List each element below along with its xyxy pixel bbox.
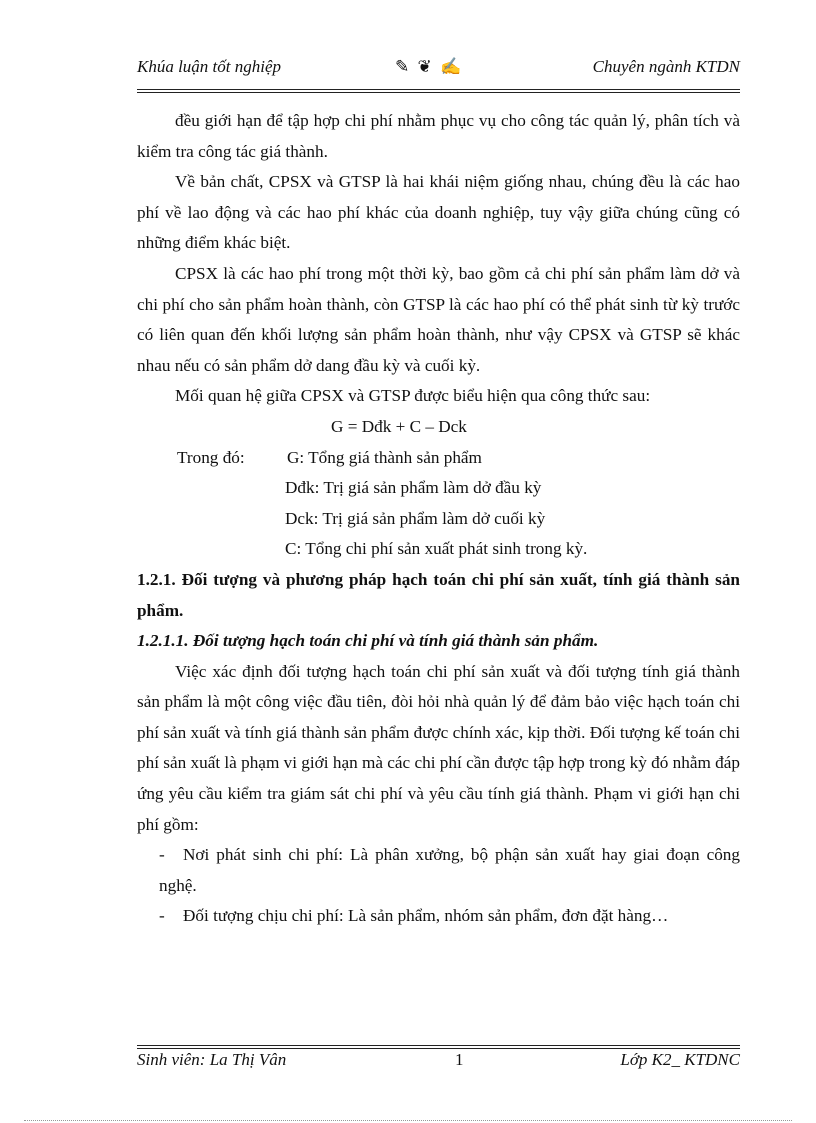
subsection-heading: 1.2.1.1. Đối tượng hạch toán chi phí và tính giá thành sản phẩm. xyxy=(137,631,599,651)
bullet-item-1 xyxy=(137,840,740,901)
bullet-item-2 xyxy=(137,901,740,932)
header-ornament: ✎ ❦ ✍ xyxy=(395,57,464,76)
definition-c: C: Tổng chi phí sản xuất phát sinh trong kỳ. xyxy=(285,539,588,559)
paragraph-5: Việc xác định đối tượng hạch toán chi phí sản xuất và đối tượng tính giá thành sản phẩm là một công việc đầu tiên, đòi hỏi nhà quản lý để đảm bảo việc hạch toán chi phí sản xuất và tính giá thành sản phẩm được chính xác, kịp thời. Đối tượng kế toán chi phí sản xuất là phạm vi giới hạn mà các chi phí cần được tập hợp trong kỳ đó nhằm đáp ứng yêu cầu kiểm tra giám sát chi phí và yêu cầu tính giá thành. Phạm vi giới hạn chi phí gồm: xyxy=(137,661,740,834)
definition-g: G: Tổng giá thành sản phẩm xyxy=(287,447,482,467)
page-number: 1 xyxy=(455,1050,464,1069)
paragraph-3: CPSX là các hao phí trong một thời kỳ, bao gồm cả chi phí sản phẩm làm dở và chi phí cho sản phẩm hoàn thành, còn GTSP là các hao phí có thể phát sinh từ kỳ trước có liên quan đến khối lượng sản phẩm hoàn thành, như vậy CPSX và GTSP sẽ khác nhau nếu có sản phẩm dở dang đầu kỳ và cuối kỳ. xyxy=(137,263,740,375)
formula: G = Dđk + C – Dck xyxy=(331,416,467,436)
paragraph-2: Về bản chất, CPSX và GTSP là hai khái niệm giống nhau, chúng đều là các hao phí về lao động và các hao phí khác của doanh nghiệp, tuy vậy giữa chúng cũng có những điểm khác biệt. xyxy=(137,172,740,253)
paragraph-1: đều giới hạn để tập hợp chi phí nhằm phục vụ cho công tác quản lý, phân tích và kiểm tra công tác giá thành. xyxy=(137,111,740,161)
bullet-text: Nơi phát sinh chi phí: Là phân xưởng, bộ phận sản xuất hay giai đoạn công nghệ. xyxy=(159,845,740,895)
bullet-text: Đối tượng chịu chi phí: Là sản phẩm, nhóm sản phẩm, đơn đặt hàng… xyxy=(183,906,669,926)
header-thesis-title: Khúa luận tốt nghiệp xyxy=(137,57,282,76)
footer-student: Sinh viên: La Thị Vân xyxy=(137,1050,287,1069)
paragraph-4: Mối quan hệ giữa CPSX và GTSP được biểu hiện qua công thức sau: xyxy=(175,386,651,406)
definition-ddk: Dđk: Trị giá sản phẩm làm dở đầu kỳ xyxy=(285,478,542,498)
footer-class: Lớp K2_ KTDNC xyxy=(620,1050,740,1069)
page-header xyxy=(137,57,740,83)
section-heading: 1.2.1. Đối tượng và phương pháp hạch toán chi phí sản xuất, tính giá thành sản phẩm. xyxy=(137,569,740,620)
definition-row-1 xyxy=(137,443,740,474)
header-major: Chuyên ngành KTDN xyxy=(592,57,740,76)
page-bottom-dotted-line xyxy=(24,1120,792,1121)
bullet-dash: - xyxy=(159,845,165,865)
definition-dck: Dck: Trị giá sản phẩm làm dở cuối kỳ xyxy=(285,508,546,528)
document-body xyxy=(137,106,740,932)
bullet-dash: - xyxy=(159,906,165,926)
page-footer xyxy=(137,1050,740,1074)
header-rule xyxy=(137,89,740,93)
footer-rule xyxy=(137,1045,740,1049)
where-label: Trong đó: xyxy=(177,447,245,467)
